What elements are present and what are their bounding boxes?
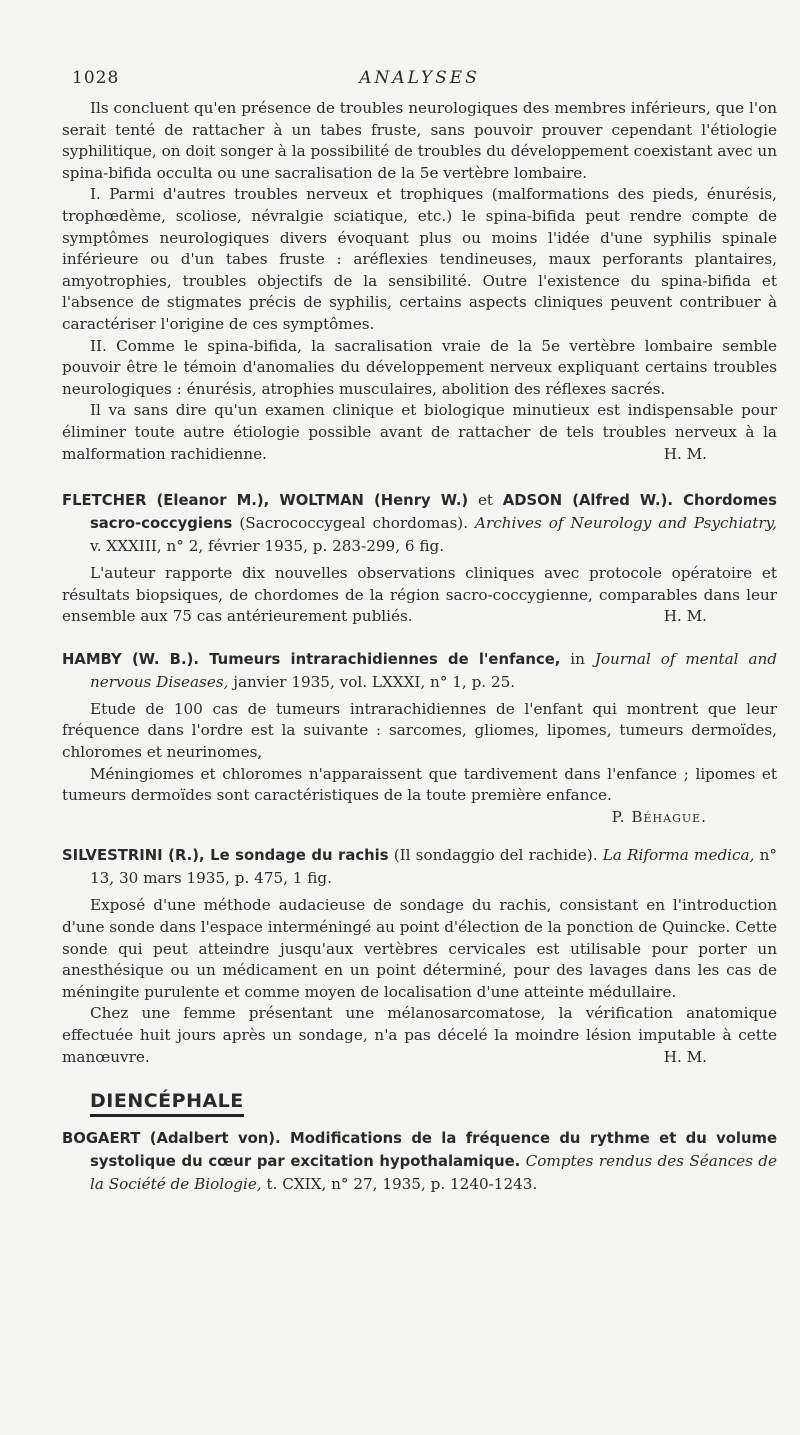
entry-body-2: Méningiomes et chloromes n'apparaissent que tardivement dans l'enfance ; lipomes et tumeurs dermoïdes sont caractéristiques de la toute première enfance. <box>62 764 777 805</box>
entry-journal: Journal of mental and nervous Diseases, <box>90 649 777 691</box>
division-title: DIENCÉPHALE <box>90 1090 244 1117</box>
intro-block <box>62 98 777 465</box>
entry-ref-tail: n° 13, 30 mars 1935, p. 475, 1 fig. <box>90 846 777 888</box>
entry-journal: Archives of Neurology and Psychiatry, <box>475 514 777 533</box>
entry-title: Le sondage du rachis <box>204 847 389 865</box>
page-number: 1028 <box>72 68 120 88</box>
entry-authors: FLETCHER (Eleanor M.), WOLTMAN (Henry W.) <box>62 492 469 510</box>
entry-authors: HAMBY (W. B.). <box>62 650 199 668</box>
entry-body-text: L'auteur rapporte dix nouvelles observations cliniques avec protocole opératoire et résultats biopsiques, de chordomes de la région sacro-coccygienne, comparables dans leur ensemble aux 75 cas antérieurement publiés. <box>62 564 777 626</box>
page <box>62 68 777 1195</box>
entry-title: Tumeurs intrarachidiennes de l'enfance, <box>198 650 561 668</box>
intro-paragraph-4 <box>62 400 777 465</box>
intro-paragraph-3: II. Comme le spina-bifida, la sacralisation vraie de la 5e vertèbre lombaire semble pouvoir être le témoin d'anomalies du développement nerveux expliquant certains troubles neurologiques : énurésis, atrophies musculaires, abolition des réflexes sacrés. <box>62 336 777 398</box>
entry-title: Chordomes sacro-coccygiens <box>90 492 777 533</box>
entry-body-2 <box>62 1003 777 1068</box>
entry-hamby <box>62 648 777 829</box>
signature: H. M. <box>663 444 707 463</box>
section-title: ANALYSES <box>359 68 480 88</box>
entry-heading <box>62 648 777 693</box>
running-head <box>62 68 777 92</box>
entry-body-1: Etude de 100 cas de tumeurs intrarachidiennes de l'enfant qui montrent que leur fréquence dans l'ordre est la suivante : sarcomes, gliomes, lipomes, tumeurs dermoïdes, chloromes et neurinomes, <box>62 699 777 762</box>
entry-authors-2: ADSON (Alfred W.). <box>502 492 674 510</box>
entry-body-1: Exposé d'une méthode audacieuse de sondage du rachis, consistant en l'introduction d'une sonde dans l'espace interméningé au point d'élection de la ponction de Quincke. Cette sonde qui peut atteindre jusqu'aux vertèbres cervicales est utilisable pour porter un anesthésique ou un médicament en un point déterminé, pour des lavages dans les cas de méningite purulente et comme moyen de localisation d'une atteinte médullaire. <box>62 896 777 1001</box>
entry-ref: (Sacrococcygeal chordomas). <box>232 514 476 533</box>
division-heading <box>90 1090 777 1117</box>
signature-line <box>62 807 777 829</box>
entry-title: Modifications de la fréquence du rythme et du volume systolique du cœur par excitation hypothalamique. <box>90 1130 777 1171</box>
entry-conjunction: et <box>468 491 503 510</box>
intro-paragraph-4-text: Il va sans dire qu'un examen clinique et biologique minutieux est indispensable pour éliminer toute autre étiologie possible avant de rattacher de tels troubles nerveux à la malformation rachidienne. <box>62 401 777 463</box>
signature: H. M. <box>663 607 707 626</box>
entry-journal: La Riforma medica, <box>602 846 755 865</box>
intro-paragraph-1: Ils concluent qu'en présence de troubles neurologiques des membres inférieurs, que l'on serait tenté de rattacher à un tabes fruste, sans pouvoir prouver cependant l'étiologie syphilitique, on doit songer à la possibilité de troubles du développement coexistant avec un spina-bifida occulta ou une sacralisation de la 5e vertèbre lombaire. <box>62 99 777 182</box>
signature: P. Béhague. <box>611 807 707 826</box>
entry-heading <box>62 844 777 889</box>
entry-ref-tail: t. CXIX, n° 27, 1935, p. 1240-1243. <box>261 1175 538 1194</box>
signature: H. M. <box>663 1047 707 1066</box>
entry-authors: SILVESTRINI (R.), <box>62 847 205 865</box>
entry-body <box>62 563 777 628</box>
entry-body-2-text: Chez une femme présentant une mélanosarcomatose, la vérification anatomique effectuée huit jours après un sondage, n'a pas décelé la moindre lésion imputable à cette manœuvre. <box>62 1004 777 1066</box>
intro-paragraph-2: I. Parmi d'autres troubles nerveux et trophiques (malformations des pieds, énurésis, trophœdème, scoliose, névralgie sciatique, etc.) le spina-bifida peut rendre compte de symptômes neurologiques divers évoquant plus ou moins l'idée d'une syphilis spinale inférieure ou d'un tabes fruste : aréflexies tendineuses, maux perforants plantaires, amyotrophies, troubles objectifs de la sensibilité. Outre l'existence du spina-bifida et l'absence de stigmates précis de syphilis, certains aspects cliniques peuvent contribuer à caractériser l'origine de ces symptômes. <box>62 185 777 333</box>
entry-ref: (Il sondaggio del rachide). <box>388 846 603 865</box>
entry-journal: Comptes rendus des Séances de la Société de Biologie, <box>90 1152 778 1194</box>
entry-heading <box>62 489 777 557</box>
entry-ref-tail: v. XXXIII, n° 2, février 1935, p. 283-299, 6 fig. <box>90 537 445 556</box>
entry-ref-tail: janvier 1935, vol. LXXXI, n° 1, p. 25. <box>228 672 516 691</box>
entry-ref: in <box>560 649 595 668</box>
entry-heading <box>62 1127 777 1195</box>
entry-silvestrini <box>62 844 777 1068</box>
entry-bogaert <box>62 1127 777 1195</box>
entry-fletcher <box>62 489 777 628</box>
entry-authors: BOGAERT (Adalbert von). <box>62 1130 281 1148</box>
